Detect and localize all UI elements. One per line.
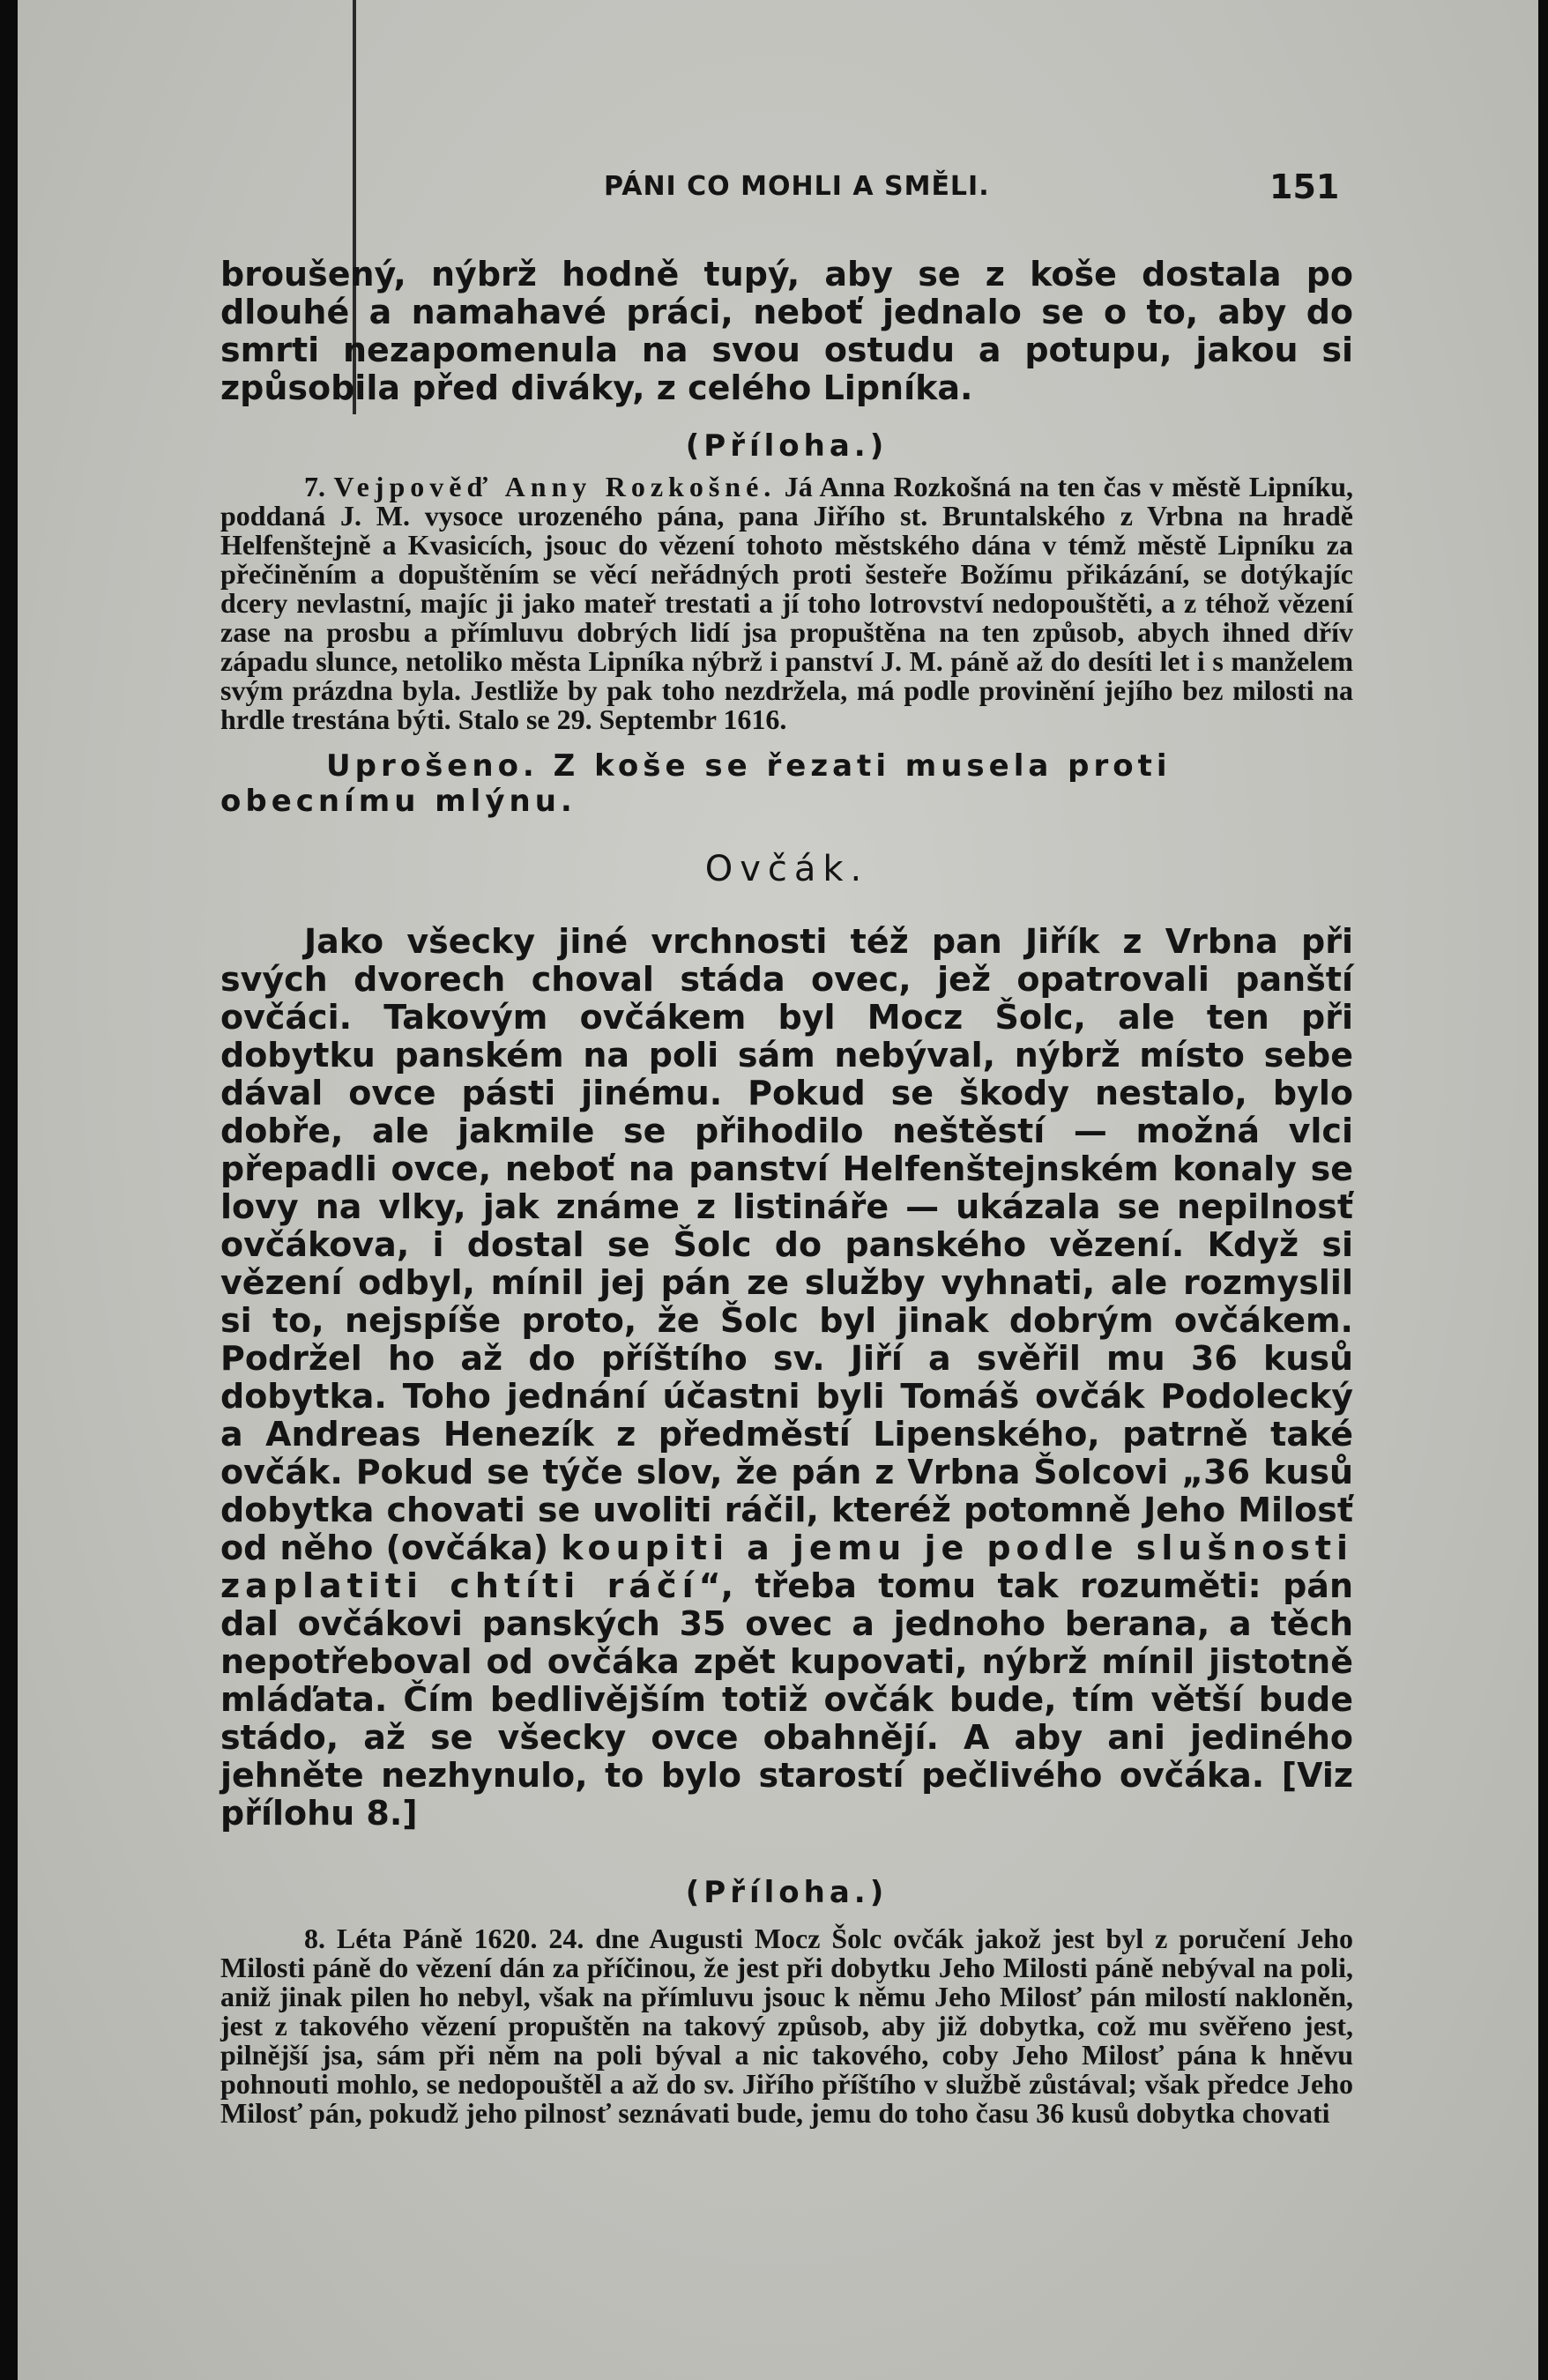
appendix-7-title: Vejpověď Anny Rozkošné. xyxy=(333,471,777,502)
continued-paragraph: broušený, nýbrž hodně tupý, aby se z koše dostala po dlouhé a namahavé práci, neboť jednalo se o to, aby do smrti nezapomenula na svou ostudu a potupu, jakou si způsobila před diváky, z celého Lipníka. xyxy=(220,255,1353,407)
running-head: PÁNI CO MOHLI A SMĚLI. xyxy=(604,171,990,202)
appendix-7-body: Já Anna Rozkošná na ten čas v městě Lipníku, poddaná J. M. vysoce urozeného pána, pana Jiřího st. Bruntalského z Vrbna na hradě Helfenštejně a Kvasicích, jsouc do vězení tohoto městského dána v témž městě Lipníku za přečiněním a dopuštěním se věcí neřádných proti šesteře Božímu přikázání, se dotýkajíc dcery nevlastní, majíc ji jako mateř trestati a jí toho lotrovství nedopouštěti, a z téhož vězení zase na prosbu a přímluvu dobrých lidí jsa propuštěna na ten způsob, abych ihned dřív západu slunce, netoliko města Lipníka nýbrž i panství J. M. páně až do desíti let i s manželem svým prázdna byla. Jestliže by pak toho nezdržela, má podle provinění jejího bez milosti na hrdle trestána býti. Stalo se 29. Septembr 1616. xyxy=(220,471,1354,735)
ovcak-text-part-1: Jako všecky jiné vrchnosti též pan Jiřík z Vrbna při svých dvorech choval stáda ovec, jež opatrovali panští ovčáci. Takovým ovčákem byl Mocz Šolc, ale ten při dobytku panském na poli sám nebýval, nýbrž místo sebe dával ovce pásti jinému. Pokud se škody nestalo, bylo dobře, ale jakmile se přihodilo neštěstí — možná vlci přepadli ovce, neboť na panství Helfenštejnském konaly se lovy na vlky, jak známe z listináře — ukázala se nepilnosť ovčákova, i dostal se Šolc do panského vězení. Když si vězení odbyl, mínil jej pán ze služby vyhnati, ale rozmyslil si to, nejspíše proto, že Šolc byl jinak dobrým ovčákem. Podržel ho až do příštího sv. Jiří a svěřil mu 36 kusů dobytka. Toho jednání účastni byli Tomáš ovčák Podolecký a Andreas Henezík z předměstí Lipenského, patrně také ovčák. Pokud se týče slov, že pán z Vrbna Šolcovi „36 kusů dobytka chovati se uvoliti ráčil, kteréž potomně Jeho Milosť od něho (ovčáka) xyxy=(220,922,1353,1567)
appendix-7-caption: (Příloha.) xyxy=(685,428,889,464)
appendix-7-number: 7. xyxy=(304,471,325,502)
page-header xyxy=(18,167,1538,212)
ovcak-text-part-2: “, třeba tomu tak rozuměti: pán dal ovčákovi panských 35 ovec a jednoho berana, a těch nepotřeboval od ovčáka zpět kupovati, nýbrž mínil jistotně mláďata. Čím bedlivějším totiž ovčák bude, tím větší bude stádo, až se všecky ovce obahnějí. A aby ani jediného jehněte nezhynulo, to bylo starostí pečlivého ovčáka. [Viz přílohu 8.] xyxy=(220,1566,1353,1833)
page-body xyxy=(220,256,1353,2128)
appendix-8-caption: (Příloha.) xyxy=(685,1875,889,1910)
ovcak-paragraph xyxy=(220,923,1353,1833)
page-number: 151 xyxy=(1269,167,1340,206)
book-page xyxy=(18,0,1538,2380)
ovcak-spaced-quote: koupiti a jemu je podle slušnosti zaplatiti chtíti ráčí xyxy=(220,1528,1354,1605)
section-heading: Ovčák. xyxy=(704,849,869,889)
appendix-8-text: 8. Léta Páně 1620. 24. dne Augusti Mocz Šolc ovčák jakož jest byl z poručení Jeho Milosti páně do vězení dán za příčinou, že jest při dobytku Jeho Milosti páně nebýval na poli, aniž jinak pilen ho nebyl, však na přímluvu jsouc k němu Jeho Milosť pán milostí nakloněn, jest z takového vězení propuštěn na takový způsob, aby již dobytka, což mu svěřeno jest, pilnější jsa, sám při něm na poli býval a nic takového, coby Jeho Milosť pána k hněvu pohnouti mohlo, se nedopouštěl a až do sv. Jiřího příštího v službě zůstával; však předce Jeho Milosť pán, pokudž jeho pilnosť seznávati bude, jemu do toho času 36 kusů dobytka chovati xyxy=(220,1923,1353,2129)
uproseno-note: Uprošeno. Z koše se řezati musela proti obecnímu mlýnu. xyxy=(220,748,1172,819)
appendix-7-text xyxy=(220,472,1353,734)
